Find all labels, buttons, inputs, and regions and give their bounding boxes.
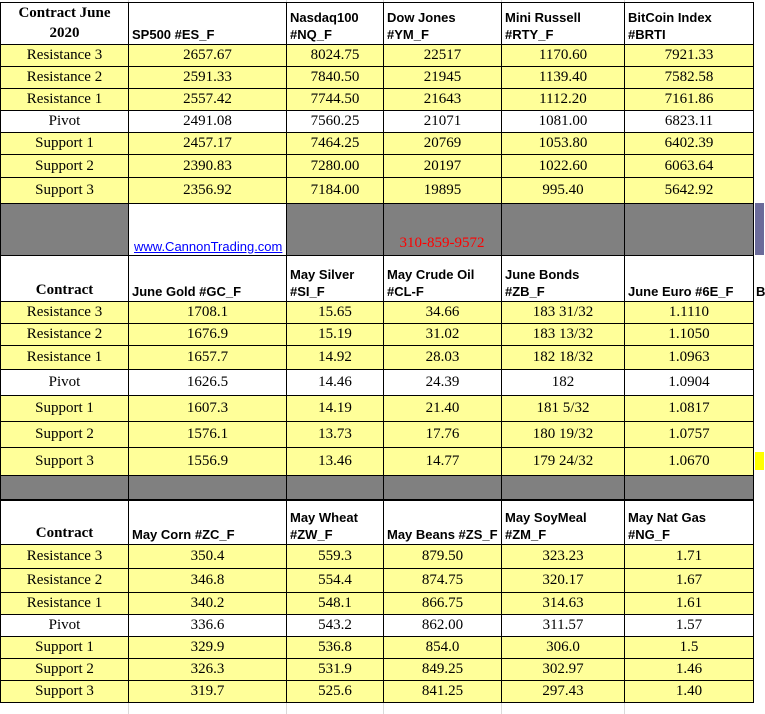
value-cell: 7184.00 bbox=[287, 178, 384, 204]
value-cell: 2390.83 bbox=[129, 155, 287, 178]
column-header: June Bonds #ZB_F bbox=[502, 256, 625, 302]
table-row bbox=[1, 545, 754, 569]
value-cell: 849.25 bbox=[384, 659, 502, 681]
table-row bbox=[1, 346, 754, 370]
value-cell: 340.2 bbox=[129, 593, 287, 615]
column-header: Nasdaq100 #NQ_F bbox=[287, 3, 384, 45]
row-label: Pivot bbox=[1, 615, 129, 637]
table-row bbox=[1, 637, 754, 659]
value-cell: 179 24/32 bbox=[502, 448, 625, 476]
table-row bbox=[1, 593, 754, 615]
value-cell: 183 13/32 bbox=[502, 324, 625, 346]
value-cell: 181 5/32 bbox=[502, 396, 625, 422]
value-cell: 7921.33 bbox=[625, 45, 754, 67]
value-cell: 297.43 bbox=[502, 681, 625, 703]
value-cell: 1556.9 bbox=[129, 448, 287, 476]
value-cell: 1.0670 bbox=[625, 448, 754, 476]
value-cell: 1.0757 bbox=[625, 422, 754, 448]
grains-table bbox=[0, 500, 754, 703]
value-cell: 182 bbox=[502, 370, 625, 396]
value-cell: 1676.9 bbox=[129, 324, 287, 346]
separator-block bbox=[0, 203, 754, 256]
equity-index-table bbox=[0, 2, 754, 204]
value-cell: 866.75 bbox=[384, 593, 502, 615]
adjacent-column-fill bbox=[755, 452, 764, 470]
column-header: May Silver #SI_F bbox=[287, 256, 384, 302]
value-cell: 20197 bbox=[384, 155, 502, 178]
value-cell: 1.0817 bbox=[625, 396, 754, 422]
value-cell: 21.40 bbox=[384, 396, 502, 422]
value-cell: 34.66 bbox=[384, 302, 502, 324]
value-cell: 13.73 bbox=[287, 422, 384, 448]
value-cell: 5642.92 bbox=[625, 178, 754, 204]
value-cell: 21643 bbox=[384, 89, 502, 111]
value-cell: 306.0 bbox=[502, 637, 625, 659]
value-cell: 314.63 bbox=[502, 593, 625, 615]
value-cell: 2557.42 bbox=[129, 89, 287, 111]
value-cell: 21945 bbox=[384, 67, 502, 89]
value-cell: 525.6 bbox=[287, 681, 384, 703]
table-row bbox=[1, 67, 754, 89]
row-label: Resistance 3 bbox=[1, 545, 129, 569]
separator-row bbox=[1, 476, 754, 500]
value-cell: 31.02 bbox=[384, 324, 502, 346]
row-label: Resistance 3 bbox=[1, 302, 129, 324]
row-label: Support 3 bbox=[1, 178, 129, 204]
value-cell: 319.7 bbox=[129, 681, 287, 703]
value-cell: 15.65 bbox=[287, 302, 384, 324]
value-cell: 17.76 bbox=[384, 422, 502, 448]
value-cell: 2657.67 bbox=[129, 45, 287, 67]
value-cell: 24.39 bbox=[384, 370, 502, 396]
value-cell: 180 19/32 bbox=[502, 422, 625, 448]
value-cell: 14.46 bbox=[287, 370, 384, 396]
table-row bbox=[1, 302, 754, 324]
value-cell: 854.0 bbox=[384, 637, 502, 659]
table-row bbox=[1, 370, 754, 396]
value-cell: 2356.92 bbox=[129, 178, 287, 204]
value-cell: 879.50 bbox=[384, 545, 502, 569]
column-header: June Gold #GC_F bbox=[129, 256, 287, 302]
table-row bbox=[1, 422, 754, 448]
value-cell: 1022.60 bbox=[502, 155, 625, 178]
value-cell: 531.9 bbox=[287, 659, 384, 681]
row-label: Resistance 2 bbox=[1, 569, 129, 593]
value-cell: 1053.80 bbox=[502, 133, 625, 155]
table-row bbox=[1, 111, 754, 133]
value-cell: 1.71 bbox=[625, 545, 754, 569]
value-cell: 19895 bbox=[384, 178, 502, 204]
value-cell: 874.75 bbox=[384, 569, 502, 593]
header-row bbox=[1, 501, 754, 545]
website-link[interactable]: www.CannonTrading.com bbox=[134, 238, 283, 254]
value-cell: 13.46 bbox=[287, 448, 384, 476]
row-label: Support 2 bbox=[1, 155, 129, 178]
contract-header: Contract bbox=[1, 256, 129, 302]
value-cell: 1112.20 bbox=[502, 89, 625, 111]
value-cell: 350.4 bbox=[129, 545, 287, 569]
column-header: June Euro #6E_F bbox=[625, 256, 754, 302]
value-cell: 1.46 bbox=[625, 659, 754, 681]
table-row bbox=[1, 178, 754, 204]
value-cell: 6823.11 bbox=[625, 111, 754, 133]
row-label: Resistance 3 bbox=[1, 45, 129, 67]
table-row bbox=[1, 133, 754, 155]
value-cell: 1139.40 bbox=[502, 67, 625, 89]
value-cell: 559.3 bbox=[287, 545, 384, 569]
table-row bbox=[1, 45, 754, 67]
value-cell: 329.9 bbox=[129, 637, 287, 659]
column-header: May Beans #ZS_F bbox=[384, 501, 502, 545]
value-cell: 1.67 bbox=[625, 569, 754, 593]
value-cell: 1.0963 bbox=[625, 346, 754, 370]
table-row bbox=[1, 396, 754, 422]
row-label: Pivot bbox=[1, 111, 129, 133]
table-row bbox=[1, 89, 754, 111]
value-cell: 1657.7 bbox=[129, 346, 287, 370]
value-cell: 1.1050 bbox=[625, 324, 754, 346]
header-row bbox=[1, 256, 754, 302]
value-cell: 326.3 bbox=[129, 659, 287, 681]
value-cell: 15.19 bbox=[287, 324, 384, 346]
value-cell: 22517 bbox=[384, 45, 502, 67]
adjacent-column-glyph: B bbox=[756, 284, 765, 299]
contract-header: Contract bbox=[1, 501, 129, 545]
table-row bbox=[1, 681, 754, 703]
column-header: May Crude Oil #CL-F bbox=[384, 256, 502, 302]
row-label: Resistance 1 bbox=[1, 89, 129, 111]
row-label: Resistance 1 bbox=[1, 346, 129, 370]
separator-row bbox=[1, 204, 754, 256]
column-header: May Corn #ZC_F bbox=[129, 501, 287, 545]
row-label: Support 2 bbox=[1, 422, 129, 448]
column-header: SP500 #ES_F bbox=[129, 3, 287, 45]
table-row bbox=[1, 448, 754, 476]
row-label: Support 1 bbox=[1, 637, 129, 659]
table-row bbox=[1, 324, 754, 346]
value-cell: 8024.75 bbox=[287, 45, 384, 67]
value-cell: 7464.25 bbox=[287, 133, 384, 155]
value-cell: 1.40 bbox=[625, 681, 754, 703]
value-cell: 543.2 bbox=[287, 615, 384, 637]
value-cell: 1.61 bbox=[625, 593, 754, 615]
value-cell: 7161.86 bbox=[625, 89, 754, 111]
row-label: Support 1 bbox=[1, 396, 129, 422]
value-cell: 1576.1 bbox=[129, 422, 287, 448]
value-cell: 1.1110 bbox=[625, 302, 754, 324]
value-cell: 1708.1 bbox=[129, 302, 287, 324]
value-cell: 554.4 bbox=[287, 569, 384, 593]
value-cell: 14.77 bbox=[384, 448, 502, 476]
column-header: Mini Russell #RTY_F bbox=[502, 3, 625, 45]
value-cell: 862.00 bbox=[384, 615, 502, 637]
table-row bbox=[1, 659, 754, 681]
value-cell: 336.6 bbox=[129, 615, 287, 637]
column-header: May Wheat #ZW_F bbox=[287, 501, 384, 545]
value-cell: 6402.39 bbox=[625, 133, 754, 155]
table-row bbox=[1, 569, 754, 593]
value-cell: 548.1 bbox=[287, 593, 384, 615]
row-label: Support 2 bbox=[1, 659, 129, 681]
contract-header: Contract June 2020 bbox=[1, 3, 129, 45]
value-cell: 1607.3 bbox=[129, 396, 287, 422]
value-cell: 311.57 bbox=[502, 615, 625, 637]
row-label: Support 3 bbox=[1, 448, 129, 476]
value-cell: 1.57 bbox=[625, 615, 754, 637]
phone-number-wrap bbox=[383, 234, 501, 252]
value-cell: 320.17 bbox=[502, 569, 625, 593]
adjacent-column-fill bbox=[755, 203, 764, 255]
value-cell: 7582.58 bbox=[625, 67, 754, 89]
value-cell: 7560.25 bbox=[287, 111, 384, 133]
row-label: Resistance 1 bbox=[1, 593, 129, 615]
column-header: May Nat Gas #NG_F bbox=[625, 501, 754, 545]
header-row bbox=[1, 3, 754, 45]
value-cell: 6063.64 bbox=[625, 155, 754, 178]
table-row bbox=[1, 615, 754, 637]
value-cell: 302.97 bbox=[502, 659, 625, 681]
value-cell: 1.5 bbox=[625, 637, 754, 659]
value-cell: 182 18/32 bbox=[502, 346, 625, 370]
value-cell: 536.8 bbox=[287, 637, 384, 659]
value-cell: 14.92 bbox=[287, 346, 384, 370]
value-cell: 7744.50 bbox=[287, 89, 384, 111]
column-header: May SoyMeal #ZM_F bbox=[502, 501, 625, 545]
value-cell: 14.19 bbox=[287, 396, 384, 422]
column-header: BitCoin Index #BRTI bbox=[625, 3, 754, 45]
row-label: Resistance 2 bbox=[1, 67, 129, 89]
value-cell: 28.03 bbox=[384, 346, 502, 370]
value-cell: 2591.33 bbox=[129, 67, 287, 89]
metals-energy-table bbox=[0, 255, 754, 500]
value-cell: 1170.60 bbox=[502, 45, 625, 67]
value-cell: 21071 bbox=[384, 111, 502, 133]
value-cell: 7280.00 bbox=[287, 155, 384, 178]
value-cell: 1626.5 bbox=[129, 370, 287, 396]
value-cell: 346.8 bbox=[129, 569, 287, 593]
phone-number: 310-859-9572 bbox=[399, 235, 485, 251]
value-cell: 841.25 bbox=[384, 681, 502, 703]
value-cell: 2491.08 bbox=[129, 111, 287, 133]
value-cell: 7840.50 bbox=[287, 67, 384, 89]
value-cell: 183 31/32 bbox=[502, 302, 625, 324]
row-label: Support 3 bbox=[1, 681, 129, 703]
row-label: Pivot bbox=[1, 370, 129, 396]
value-cell: 1.0904 bbox=[625, 370, 754, 396]
row-label: Resistance 2 bbox=[1, 324, 129, 346]
value-cell: 20769 bbox=[384, 133, 502, 155]
website-link-cell bbox=[129, 204, 287, 256]
table-row bbox=[1, 155, 754, 178]
value-cell: 995.40 bbox=[502, 178, 625, 204]
value-cell: 323.23 bbox=[502, 545, 625, 569]
value-cell: 1081.00 bbox=[502, 111, 625, 133]
value-cell: 2457.17 bbox=[129, 133, 287, 155]
column-header: Dow Jones #YM_F bbox=[384, 3, 502, 45]
row-label: Support 1 bbox=[1, 133, 129, 155]
